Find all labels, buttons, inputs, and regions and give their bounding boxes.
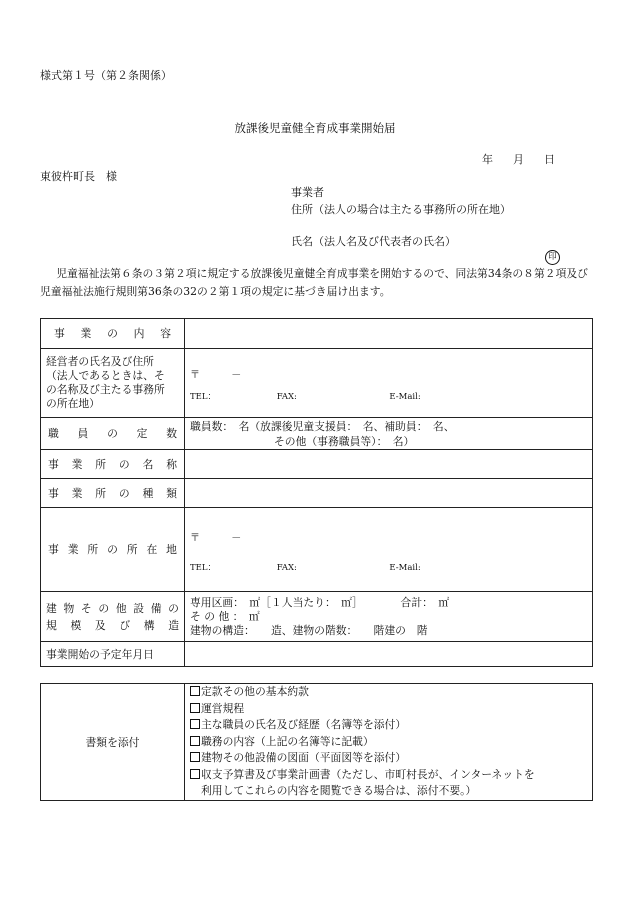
checkbox[interactable] — [190, 769, 200, 779]
label-staff: 職 員 の 定 数 — [41, 418, 185, 450]
checkbox[interactable] — [190, 736, 200, 746]
label-office-name: 事 業 所 の 名 称 — [41, 450, 185, 479]
label-business-content: 事 業 の 内 容 — [41, 319, 185, 349]
office-postal: 〒 － — [190, 532, 242, 544]
operator-contact: TEL： FAX: E-Mail: — [190, 392, 421, 402]
application-form-table — [40, 318, 593, 667]
value-business-content[interactable] — [185, 319, 593, 349]
row-operator — [41, 349, 593, 418]
label-start-date: 事業開始の予定年月日 — [41, 642, 185, 667]
checkbox[interactable] — [190, 703, 200, 713]
addressee: 東彼杵町長 様 — [40, 170, 117, 183]
row-staff — [41, 418, 593, 450]
date-day: 日 — [544, 153, 555, 166]
value-operator[interactable] — [185, 349, 593, 418]
row-office-name — [41, 450, 593, 479]
row-office-type — [41, 479, 593, 508]
label-attachments: 書類を添付 — [41, 684, 185, 801]
row-attachments — [41, 684, 593, 801]
intro-paragraph: 児童福祉法第６条の３第２項に規定する放課後児童健全育成事業を開始するので、同法第34条の８第２項及び児童福祉法施行規則第36条の32の２第１項の規定に基づき届け出ます。 — [40, 267, 588, 298]
value-start-date[interactable] — [185, 642, 593, 667]
value-staff[interactable]: 職員数： 名（放課後児童支援員： 名、補助員： 名、 その他（事務職員等）： 名） — [185, 418, 593, 450]
attachment-item[interactable]: 建物その他設備の図面（平面図等を添付） — [190, 750, 587, 767]
row-business-content — [41, 319, 593, 349]
row-office-location — [41, 508, 593, 592]
applicant-name: 氏名（法人名及び代表者の氏名） — [291, 235, 456, 248]
form-label: 様式第１号（第２条関係） — [40, 69, 172, 82]
value-office-name[interactable] — [185, 450, 593, 479]
seal-mark: 印 — [545, 250, 560, 265]
checkbox[interactable] — [190, 752, 200, 762]
page-title: 放課後児童健全育成事業開始届 — [234, 121, 396, 135]
row-start-date — [41, 642, 593, 667]
checkbox[interactable] — [190, 686, 200, 696]
attachments-table — [40, 683, 593, 801]
label-office-location: 事 業 所 の 所 在 地 — [41, 508, 185, 592]
label-building: 建 物 そ の 他 設 備 の 規 模 及 び 構 造 — [41, 592, 185, 642]
row-building — [41, 592, 593, 642]
attachment-item[interactable]: 定款その他の基本約款 — [190, 684, 587, 701]
applicant-title: 事業者 — [291, 186, 324, 199]
attachment-item[interactable]: 運営規程 — [190, 701, 587, 718]
date-month: 月 — [513, 153, 524, 166]
checkbox[interactable] — [190, 719, 200, 729]
office-contact: TEL： FAX: E-Mail: — [190, 562, 421, 573]
label-operator: 経営者の氏名及び住所 （法人であるときは、そ の名称及び主たる事務所 の所在地） — [41, 349, 185, 418]
attachment-item[interactable]: 収支予算書及び事業計画書（ただし、市町村長が、インターネットを — [190, 767, 587, 784]
value-office-type[interactable] — [185, 479, 593, 508]
attachment-item[interactable]: 職務の内容（上記の名簿等に記載） — [190, 734, 587, 751]
value-building[interactable]: 専用区画： ㎡［１人当たり： ㎡］ 合計： ㎡ そ の 他 ： ㎡ 建物の構造： 造、建物の階数： 階建の 階 — [185, 592, 593, 642]
value-office-location[interactable] — [185, 508, 593, 592]
attachment-item-continuation: 利用してこれらの内容を閲覧できる場合は、添付不要。） — [201, 784, 477, 798]
date-year: 年 — [482, 153, 493, 166]
date-line — [482, 151, 555, 167]
label-office-type: 事 業 所 の 種 類 — [41, 479, 185, 508]
operator-postal: 〒 － — [190, 370, 242, 381]
applicant-address: 住所（法人の場合は主たる事務所の所在地） — [291, 203, 511, 216]
attachment-checklist — [185, 684, 593, 801]
attachment-item[interactable]: 主な職員の氏名及び経歴（名簿等を添付） — [190, 717, 587, 734]
